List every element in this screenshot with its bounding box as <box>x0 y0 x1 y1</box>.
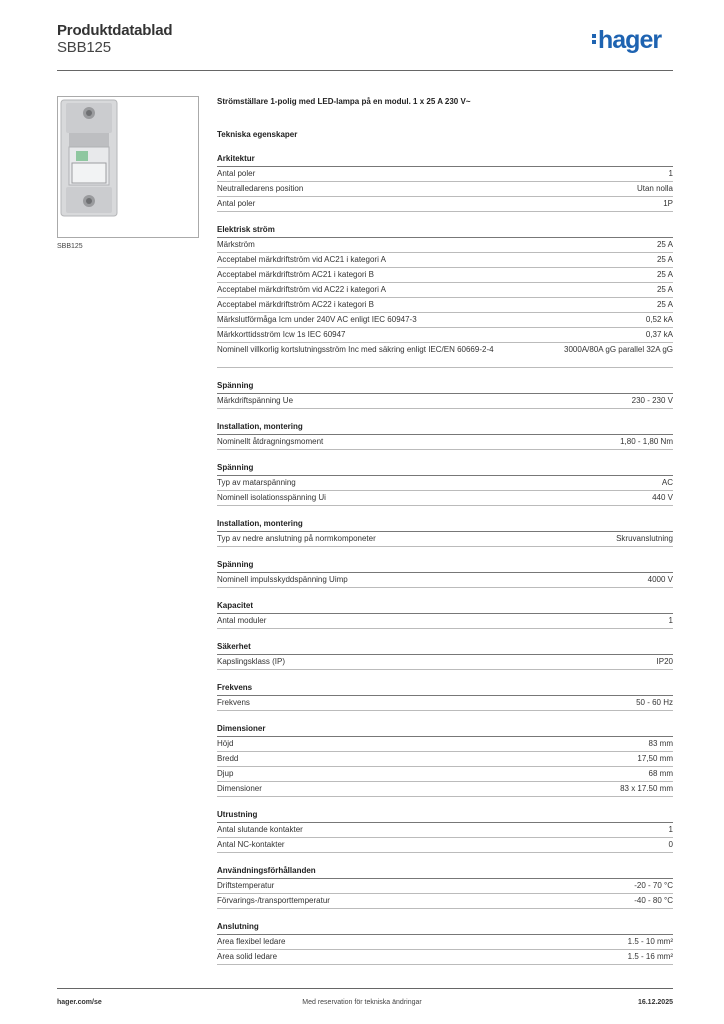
section-gap <box>217 547 673 558</box>
spec-value: 1,80 - 1,80 Nm <box>620 437 673 446</box>
section-gap <box>217 212 673 223</box>
spec-value: 0,52 kA <box>645 315 673 324</box>
spec-row <box>217 782 673 797</box>
spec-row <box>217 752 673 767</box>
product-image <box>57 96 199 238</box>
spec-row <box>217 298 673 313</box>
image-caption: SBB125 <box>57 243 83 250</box>
spec-row <box>217 935 673 950</box>
spec-label: Antal poler <box>217 169 256 178</box>
spec-row <box>217 167 673 182</box>
spec-value: Utan nolla <box>636 184 673 193</box>
spec-row <box>217 253 673 268</box>
section-gap <box>217 588 673 599</box>
spec-value: Skruvanslutning <box>616 534 673 543</box>
spec-value: AC <box>661 478 673 487</box>
section-heading: Installation, montering <box>217 517 673 532</box>
product-title: Strömställare 1-polig med LED-lampa på en modul. 1 x 25 A 230 V~ <box>217 97 471 106</box>
spec-sections <box>217 152 673 965</box>
spec-label: Nominell isolationsspänning Ui <box>217 493 326 502</box>
section-heading: Säkerhet <box>217 640 673 655</box>
spec-value: 0 <box>668 840 673 849</box>
spec-label: Märkdriftspänning Ue <box>217 396 294 405</box>
spec-row <box>217 879 673 894</box>
section-gap <box>217 409 673 420</box>
spec-row <box>217 491 673 506</box>
spec-value: 83 mm <box>648 739 673 748</box>
section-gap <box>217 853 673 864</box>
spec-value: 1 <box>668 169 673 178</box>
section-gap <box>217 629 673 640</box>
spec-value: 25 A <box>656 240 673 249</box>
spec-value: 3000A/80A gG parallel 32A gG <box>564 345 673 354</box>
spec-subheading: Tekniska egenskaper <box>217 130 298 139</box>
spec-label: Area flexibel ledare <box>217 937 286 946</box>
spec-row <box>217 313 673 328</box>
spec-label: Neutralledarens position <box>217 184 304 193</box>
footer-date: 16.12.2025 <box>637 999 673 1006</box>
spec-row <box>217 737 673 752</box>
spec-value: 1.5 - 10 mm² <box>627 937 673 946</box>
footer-website[interactable]: hager.com/se <box>57 999 102 1006</box>
section-gap <box>217 506 673 517</box>
spec-row <box>217 838 673 853</box>
spec-content <box>217 97 673 965</box>
spec-label: Driftstemperatur <box>217 881 275 890</box>
section-heading: Dimensioner <box>217 722 673 737</box>
spec-row <box>217 950 673 965</box>
spec-value: 68 mm <box>648 769 673 778</box>
spec-value: IP20 <box>656 657 673 666</box>
breaker-illustration <box>58 97 198 237</box>
spec-row <box>217 696 673 711</box>
spec-label: Acceptabel märkdriftström vid AC22 i kategori A <box>217 285 386 294</box>
hager-logo[interactable] <box>592 28 661 53</box>
spec-label: Nominell villkorlig kortslutningsström Inc med säkring enligt IEC/EN 60669-2-4 <box>217 345 494 354</box>
spec-row <box>217 182 673 197</box>
spec-label: Höjd <box>217 739 234 748</box>
spec-label: Nominellt åtdragningsmoment <box>217 437 324 446</box>
section-heading: Anslutning <box>217 920 673 935</box>
spec-label: Antal moduler <box>217 616 267 625</box>
spec-label: Bredd <box>217 754 239 763</box>
spec-row <box>217 614 673 629</box>
spec-value: 25 A <box>656 270 673 279</box>
spec-row <box>217 238 673 253</box>
spec-value: 230 - 230 V <box>631 396 673 405</box>
spec-row <box>217 655 673 670</box>
spec-value: 25 A <box>656 285 673 294</box>
spec-row <box>217 394 673 409</box>
spec-row <box>217 476 673 491</box>
spec-label: Antal slutande kontakter <box>217 825 303 834</box>
section-heading: Användningsförhållanden <box>217 864 673 879</box>
spec-value: 25 A <box>656 255 673 264</box>
spec-label: Frekvens <box>217 698 250 707</box>
section-heading: Frekvens <box>217 681 673 696</box>
header-divider <box>57 70 673 71</box>
spec-value: 0,37 kA <box>645 330 673 339</box>
spec-label: Märkslutförmåga Icm under 240V AC enligt IEC 60947-3 <box>217 315 417 324</box>
spec-value: 1P <box>663 199 673 208</box>
spec-label: Acceptabel märkdriftström AC22 i kategori B <box>217 300 374 309</box>
spec-row <box>217 532 673 547</box>
spec-value: -40 - 80 °C <box>634 896 673 905</box>
logo-text: hager <box>598 26 662 54</box>
spec-row <box>217 328 673 343</box>
section-gap <box>217 797 673 808</box>
spec-label: Dimensioner <box>217 784 262 793</box>
spec-value: 1.5 - 16 mm² <box>627 952 673 961</box>
spec-label: Typ av nedre anslutning på normkomponeter <box>217 534 376 543</box>
section-gap <box>217 670 673 681</box>
spec-label: Antal NC-kontakter <box>217 840 285 849</box>
section-heading: Installation, montering <box>217 420 673 435</box>
header-title: Produktdatablad <box>57 22 173 39</box>
section-heading: Utrustning <box>217 808 673 823</box>
spec-label: Märkkorttidsström Icw 1s IEC 60947 <box>217 330 346 339</box>
spec-value: 4000 V <box>647 575 673 584</box>
spec-label: Antal poler <box>217 199 256 208</box>
product-code: SBB125 <box>57 39 111 56</box>
spec-row <box>217 283 673 298</box>
section-gap <box>217 909 673 920</box>
section-heading: Arkitektur <box>217 152 673 167</box>
section-gap <box>217 368 673 379</box>
spec-value: 1 <box>668 616 673 625</box>
spec-value: 83 x 17.50 mm <box>620 784 673 793</box>
spec-row <box>217 343 673 368</box>
spec-label: Acceptabel märkdriftström vid AC21 i kategori A <box>217 255 386 264</box>
section-gap <box>217 711 673 722</box>
spec-value: 1 <box>668 825 673 834</box>
section-heading: Spänning <box>217 461 673 476</box>
spec-value: 25 A <box>656 300 673 309</box>
section-heading: Spänning <box>217 558 673 573</box>
spec-value: 440 V <box>652 493 673 502</box>
spec-label: Area solid ledare <box>217 952 278 961</box>
section-gap <box>217 450 673 461</box>
spec-label: Acceptabel märkdriftström AC21 i kategori B <box>217 270 374 279</box>
spec-row <box>217 197 673 212</box>
spec-value: -20 - 70 °C <box>634 881 673 890</box>
spec-row <box>217 767 673 782</box>
footer-divider <box>57 988 673 989</box>
spec-row <box>217 268 673 283</box>
section-heading: Spänning <box>217 379 673 394</box>
spec-value: 50 - 60 Hz <box>636 698 673 707</box>
spec-value: 17,50 mm <box>637 754 673 763</box>
spec-row <box>217 894 673 909</box>
spec-label: Förvarings-/transporttemperatur <box>217 896 330 905</box>
spec-row <box>217 823 673 838</box>
section-heading: Kapacitet <box>217 599 673 614</box>
logo-dots-icon <box>592 32 596 46</box>
spec-label: Märkström <box>217 240 255 249</box>
spec-row <box>217 435 673 450</box>
spec-row <box>217 573 673 588</box>
spec-label: Djup <box>217 769 234 778</box>
spec-label: Nominell impulsskyddspänning Uimp <box>217 575 348 584</box>
spec-label: Kapslingsklass (IP) <box>217 657 286 666</box>
spec-label: Typ av matarspänning <box>217 478 296 487</box>
section-heading: Elektrisk ström <box>217 223 673 238</box>
footer-notice: Med reservation för tekniska ändringar <box>302 999 422 1006</box>
